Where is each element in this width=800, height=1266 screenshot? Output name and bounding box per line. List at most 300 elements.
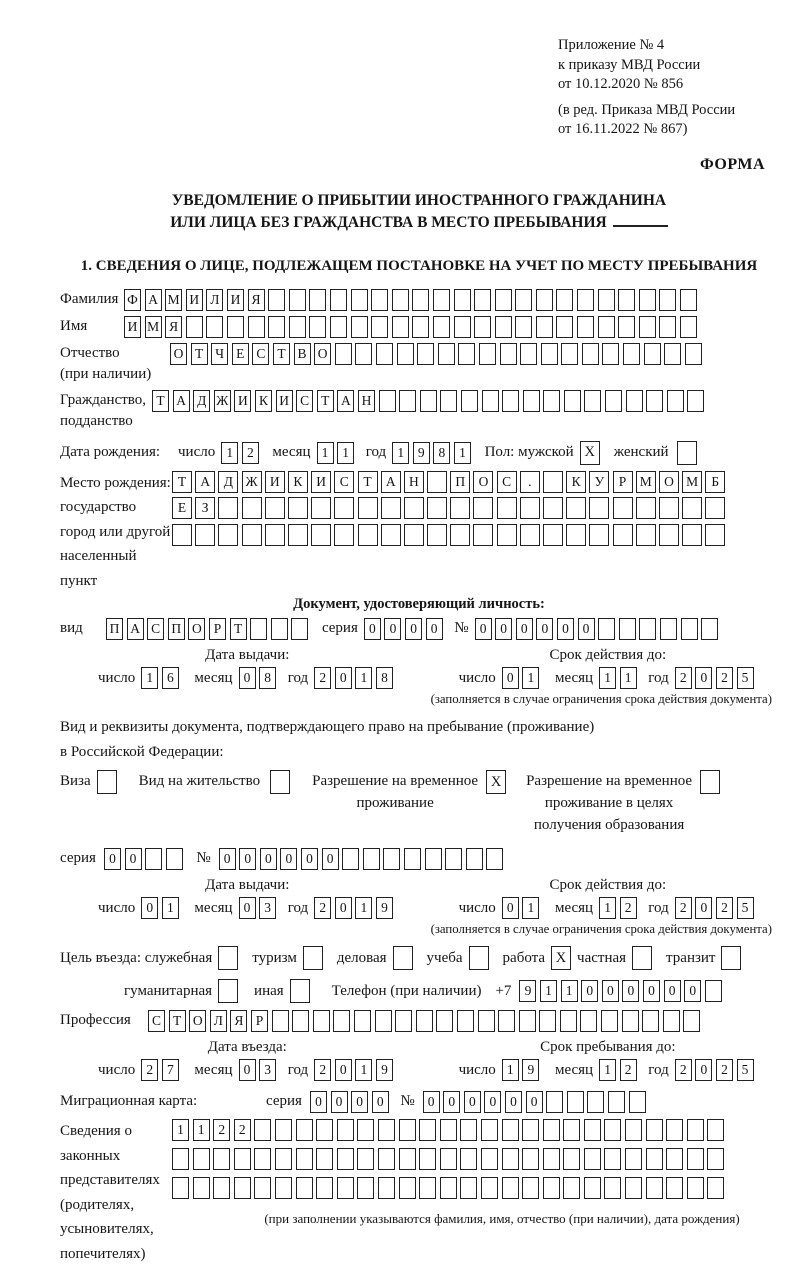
char-box: 0 (526, 1091, 543, 1113)
char-box (383, 848, 400, 870)
profession-row (60, 1010, 778, 1032)
birthplace-label: Место рождения: государство город или другой населенный пункт (60, 474, 171, 589)
year-label: год (287, 669, 309, 686)
birthdate-label: Дата рождения: (60, 444, 161, 460)
temp-residence-edu-label: Разрешение на временное проживание в целях получения образования (526, 773, 693, 833)
char-box (450, 524, 470, 546)
char-box (242, 524, 262, 546)
birthdate-row (60, 441, 778, 465)
char-box: С (147, 618, 164, 640)
char-box: 1 (193, 1119, 210, 1141)
char-box (440, 1177, 457, 1199)
char-box: О (189, 1010, 206, 1032)
char-box (543, 1177, 560, 1199)
char-box: 0 (104, 848, 121, 870)
char-box (602, 343, 619, 365)
char-box: Е (232, 343, 249, 365)
stay-until-heading: Срок пребывания до: (540, 1039, 676, 1055)
char-box: 0 (351, 1091, 368, 1113)
char-box (265, 524, 285, 546)
appendix-line: (в ред. Приказа МВД России (558, 101, 736, 118)
day-label: число (98, 669, 136, 686)
char-box: 0 (426, 618, 443, 640)
day-label: число (98, 899, 136, 916)
char-box (268, 316, 285, 338)
char-box: Ч (211, 343, 228, 365)
char-box: Я (248, 289, 265, 311)
char-box (404, 848, 421, 870)
form-title-line1: УВЕДОМЛЕНИЕ О ПРИБЫТИИ ИНОСТРАННОГО ГРАЖДАНИНА (171, 191, 667, 209)
month-label: месяц (272, 444, 311, 460)
char-box: 0 (310, 1091, 327, 1113)
char-box: 1 (355, 667, 372, 689)
passport-valid-group (459, 647, 758, 689)
char-box (271, 618, 288, 640)
char-box: 1 (454, 442, 471, 464)
char-box: 1 (540, 980, 557, 1002)
char-box (701, 618, 718, 640)
stay-month-boxes (599, 1059, 640, 1081)
char-box: М (165, 289, 182, 311)
char-box: 0 (219, 848, 236, 870)
char-box: 1 (221, 442, 238, 464)
char-box (567, 1091, 584, 1113)
char-box (404, 497, 424, 519)
char-box (613, 497, 633, 519)
surname-boxes (124, 289, 701, 311)
char-box (337, 1119, 354, 1141)
char-box (193, 1148, 210, 1170)
char-box (381, 497, 401, 519)
char-box (289, 316, 306, 338)
char-box (556, 316, 573, 338)
permit-valid-year-boxes (675, 897, 757, 919)
char-box (622, 1010, 639, 1032)
char-box (309, 316, 326, 338)
char-box: Ф (124, 289, 141, 311)
char-box (577, 316, 594, 338)
char-box: 5 (737, 1059, 754, 1081)
char-box (309, 289, 326, 311)
char-box (419, 1177, 436, 1199)
rep-row2-boxes (172, 1148, 792, 1170)
patronymic-row (60, 343, 778, 385)
char-box: Я (165, 316, 182, 338)
sex-male-label: Пол: мужской (484, 444, 574, 460)
char-box (433, 289, 450, 311)
char-box (636, 497, 656, 519)
char-box: З (195, 497, 215, 519)
char-box (666, 1119, 683, 1141)
char-box: Н (404, 471, 424, 493)
char-box (680, 289, 697, 311)
year-label: год (648, 899, 669, 916)
char-box (440, 1119, 457, 1141)
char-box: 0 (372, 1091, 389, 1113)
char-box (420, 390, 437, 412)
char-box: 0 (335, 1059, 352, 1081)
profession-label: Профессия (60, 1012, 131, 1028)
char-box (268, 289, 285, 311)
char-box (584, 1177, 601, 1199)
char-box (440, 390, 457, 412)
char-box (358, 497, 378, 519)
char-box (172, 1148, 189, 1170)
stay-year-boxes (675, 1059, 757, 1081)
char-box (522, 1119, 539, 1141)
char-box (646, 390, 663, 412)
char-box (419, 1119, 436, 1141)
char-box (502, 390, 519, 412)
mig-number-label: № (400, 1093, 415, 1109)
char-box: Ж (242, 471, 262, 493)
char-box (438, 343, 455, 365)
char-box (311, 524, 331, 546)
char-box: К (255, 390, 272, 412)
char-box: 9 (413, 442, 430, 464)
char-box (378, 1177, 395, 1199)
representatives-boxes (172, 1119, 792, 1199)
char-box: 8 (376, 667, 393, 689)
char-box: Р (251, 1010, 268, 1032)
char-box (618, 316, 635, 338)
char-box: 9 (376, 897, 393, 919)
char-box (316, 1148, 333, 1170)
char-box (416, 1010, 433, 1032)
char-box: 0 (643, 980, 660, 1002)
char-box (474, 289, 491, 311)
entry-day-boxes (141, 1059, 182, 1081)
char-box (330, 289, 347, 311)
char-box (234, 1177, 251, 1199)
char-box (454, 316, 471, 338)
char-box (335, 343, 352, 365)
char-box: 2 (242, 442, 259, 464)
char-box: А (195, 471, 215, 493)
humanitarian-label: гуманитарная (124, 982, 213, 999)
char-box (623, 343, 640, 365)
char-box (363, 848, 380, 870)
char-box (687, 1119, 704, 1141)
char-box (646, 1177, 663, 1199)
char-box: 0 (495, 618, 512, 640)
char-box (500, 343, 517, 365)
representatives-footnote: (при заполнении указываются фамилия, имя, отчество (при наличии), дата рождения) (264, 1211, 740, 1226)
humanitarian-checkbox (218, 979, 238, 1003)
char-box: 2 (213, 1119, 230, 1141)
char-box (427, 497, 447, 519)
tourism-label: туризм (252, 949, 297, 966)
patronymic-boxes (170, 343, 705, 365)
char-box (392, 289, 409, 311)
char-box (399, 1119, 416, 1141)
char-box: О (170, 343, 187, 365)
char-box (358, 524, 378, 546)
permit-series-label: серия (60, 850, 96, 866)
name-row (60, 316, 778, 338)
phone-boxes (519, 980, 725, 1002)
char-box (397, 343, 414, 365)
char-box (351, 289, 368, 311)
business-label: деловая (336, 949, 387, 966)
char-box (479, 343, 496, 365)
char-box (481, 1119, 498, 1141)
char-box (473, 524, 493, 546)
char-box (536, 289, 553, 311)
rep-row1-boxes (172, 1119, 792, 1141)
char-box: 2 (314, 667, 331, 689)
char-box: Ж (214, 390, 231, 412)
day-label: число (458, 669, 496, 686)
char-box: 2 (314, 897, 331, 919)
char-box (636, 524, 656, 546)
char-box: 2 (620, 1059, 637, 1081)
char-box: И (311, 471, 331, 493)
char-box (663, 1010, 680, 1032)
char-box (580, 1010, 597, 1032)
representatives-right (172, 1119, 792, 1266)
doc-valid-month-boxes (599, 667, 640, 689)
char-box (495, 289, 512, 311)
char-box (454, 289, 471, 311)
char-box (543, 1148, 560, 1170)
migration-card-label: Миграционная карта: (60, 1093, 198, 1109)
char-box: 0 (239, 667, 256, 689)
char-box (522, 1177, 539, 1199)
char-box (495, 316, 512, 338)
char-box (296, 1148, 313, 1170)
entry-purpose-row (60, 946, 778, 970)
purpose-second-row (60, 979, 778, 1003)
entry-dates-row (60, 1039, 778, 1081)
temp-residence-label: Разрешение на временное проживание (312, 773, 479, 811)
char-box: П (168, 618, 185, 640)
char-box (427, 524, 447, 546)
char-box (515, 289, 532, 311)
char-box (427, 471, 447, 493)
migration-card-row (60, 1091, 778, 1113)
representatives-block (60, 1119, 778, 1266)
day-label: число (458, 899, 496, 916)
passport-dates-row (60, 647, 778, 689)
char-box (618, 289, 635, 311)
char-box: Л (206, 289, 223, 311)
char-box: 0 (335, 897, 352, 919)
char-box (566, 524, 586, 546)
iddoc-row (60, 618, 778, 640)
char-box (666, 1148, 683, 1170)
char-box: К (566, 471, 586, 493)
doc-series-boxes (364, 618, 446, 640)
char-box: 0 (335, 667, 352, 689)
phone-label: Телефон (при наличии) (331, 982, 482, 999)
day-label: число (458, 1061, 496, 1078)
char-box: 2 (141, 1059, 158, 1081)
char-box: 1 (599, 667, 616, 689)
study-checkbox (469, 946, 489, 970)
char-box (646, 1148, 663, 1170)
char-box (213, 1177, 230, 1199)
char-box (275, 1148, 292, 1170)
char-box: Е (172, 497, 192, 519)
entry-year-boxes (314, 1059, 396, 1081)
month-label: месяц (194, 669, 233, 686)
char-box: 0 (464, 1091, 481, 1113)
char-box (357, 1148, 374, 1170)
title-underline (613, 213, 668, 227)
char-box: И (124, 316, 141, 338)
char-box: 0 (664, 980, 681, 1002)
doc-type-label: вид (60, 620, 83, 636)
month-label: месяц (554, 1061, 594, 1078)
char-box (436, 1010, 453, 1032)
char-box: 1 (522, 897, 539, 919)
char-box: 3 (259, 897, 276, 919)
char-box (478, 1010, 495, 1032)
doc-number-boxes (475, 618, 722, 640)
char-box: А (173, 390, 190, 412)
char-box (536, 316, 553, 338)
char-box (440, 1148, 457, 1170)
char-box: 0 (505, 1091, 522, 1113)
birthplace-boxes (172, 471, 729, 594)
study-label: учеба (426, 949, 463, 966)
char-box (584, 390, 601, 412)
rep-row3-boxes (172, 1177, 792, 1199)
char-box (482, 390, 499, 412)
year-label: год (648, 669, 669, 686)
mig-series-boxes (310, 1091, 392, 1113)
char-box: 9 (519, 980, 536, 1002)
char-box (193, 1177, 210, 1199)
temp-residence-edu-checkbox (700, 770, 720, 794)
char-box (248, 316, 265, 338)
char-box: Р (613, 471, 633, 493)
permit-issue-group (98, 877, 397, 919)
char-box (292, 1010, 309, 1032)
char-box: 0 (578, 618, 595, 640)
char-box: Я (230, 1010, 247, 1032)
char-box (234, 1148, 251, 1170)
sex-female-checkbox (677, 441, 697, 465)
char-box (515, 316, 532, 338)
char-box: У (589, 471, 609, 493)
char-box (357, 1119, 374, 1141)
issue-date-heading: Дата выдачи: (205, 877, 290, 893)
char-box (564, 390, 581, 412)
birthplace-row1-boxes (172, 471, 729, 493)
char-box: М (636, 471, 656, 493)
char-box (584, 1148, 601, 1170)
tourism-checkbox (303, 946, 323, 970)
purpose-official-checkbox (218, 946, 238, 970)
char-box (683, 1010, 700, 1032)
char-box (625, 1119, 642, 1141)
char-box (682, 524, 702, 546)
char-box: 5 (737, 667, 754, 689)
char-box: 0 (475, 618, 492, 640)
valid-until-heading: Срок действия до: (549, 877, 667, 893)
char-box: 0 (423, 1091, 440, 1113)
char-box (604, 1148, 621, 1170)
permit-issue-year-boxes (314, 897, 396, 919)
char-box (543, 390, 560, 412)
citizenship-boxes (152, 390, 708, 412)
representatives-label: Сведения о законных представителях (родителях, усыновителях, попечителях) (60, 1123, 160, 1262)
name-boxes (124, 316, 701, 338)
char-box (561, 343, 578, 365)
char-box (705, 497, 725, 519)
residence-permit-item (139, 770, 296, 794)
section1-heading: 1. СВЕДЕНИЯ О ЛИЦЕ, ПОДЛЕЖАЩЕМ ПОСТАНОВКЕ НА УЧЕТ ПО МЕСТУ ПРЕБЫВАНИЯ (80, 257, 758, 274)
char-box (687, 1177, 704, 1199)
char-box (543, 471, 563, 493)
char-box: 9 (376, 1059, 393, 1081)
char-box: 0 (502, 897, 519, 919)
char-box (539, 1010, 556, 1032)
char-box: 1 (141, 667, 158, 689)
year-label: год (648, 1061, 669, 1078)
char-box: 2 (314, 1059, 331, 1081)
char-box: 8 (259, 667, 276, 689)
char-box: 2 (675, 897, 692, 919)
char-box (275, 1119, 292, 1141)
char-box (296, 1177, 313, 1199)
char-box (481, 1177, 498, 1199)
char-box (546, 1091, 563, 1113)
char-box (560, 1010, 577, 1032)
char-box (498, 1010, 515, 1032)
char-box (705, 524, 725, 546)
char-box: 1 (337, 442, 354, 464)
citizenship-label: Гражданство, подданство (60, 391, 147, 429)
char-box (604, 1119, 621, 1141)
char-box (659, 289, 676, 311)
char-box: 1 (355, 1059, 372, 1081)
char-box (502, 1148, 519, 1170)
char-box: 0 (141, 897, 158, 919)
char-box (265, 497, 285, 519)
char-box: . (520, 471, 540, 493)
char-box: 0 (331, 1091, 348, 1113)
char-box: Т (230, 618, 247, 640)
char-box: 2 (716, 667, 733, 689)
char-box (195, 524, 215, 546)
month-label: месяц (194, 1061, 233, 1078)
char-box: Т (172, 471, 192, 493)
char-box (473, 497, 493, 519)
char-box: 7 (162, 1059, 179, 1081)
char-box (242, 497, 262, 519)
char-box: Б (705, 471, 725, 493)
char-box: 2 (675, 1059, 692, 1081)
char-box: 0 (695, 897, 712, 919)
appendix-line: к приказу МВД России (558, 56, 701, 73)
char-box: Т (152, 390, 169, 412)
char-box (166, 848, 183, 870)
char-box (311, 497, 331, 519)
char-box (601, 1010, 618, 1032)
char-box: 0 (536, 618, 553, 640)
char-box: 0 (502, 667, 519, 689)
char-box (520, 497, 540, 519)
char-box: Т (358, 471, 378, 493)
char-box (333, 1010, 350, 1032)
birth-year-boxes (392, 442, 474, 464)
char-box (705, 980, 722, 1002)
char-box (371, 289, 388, 311)
char-box (681, 618, 698, 640)
